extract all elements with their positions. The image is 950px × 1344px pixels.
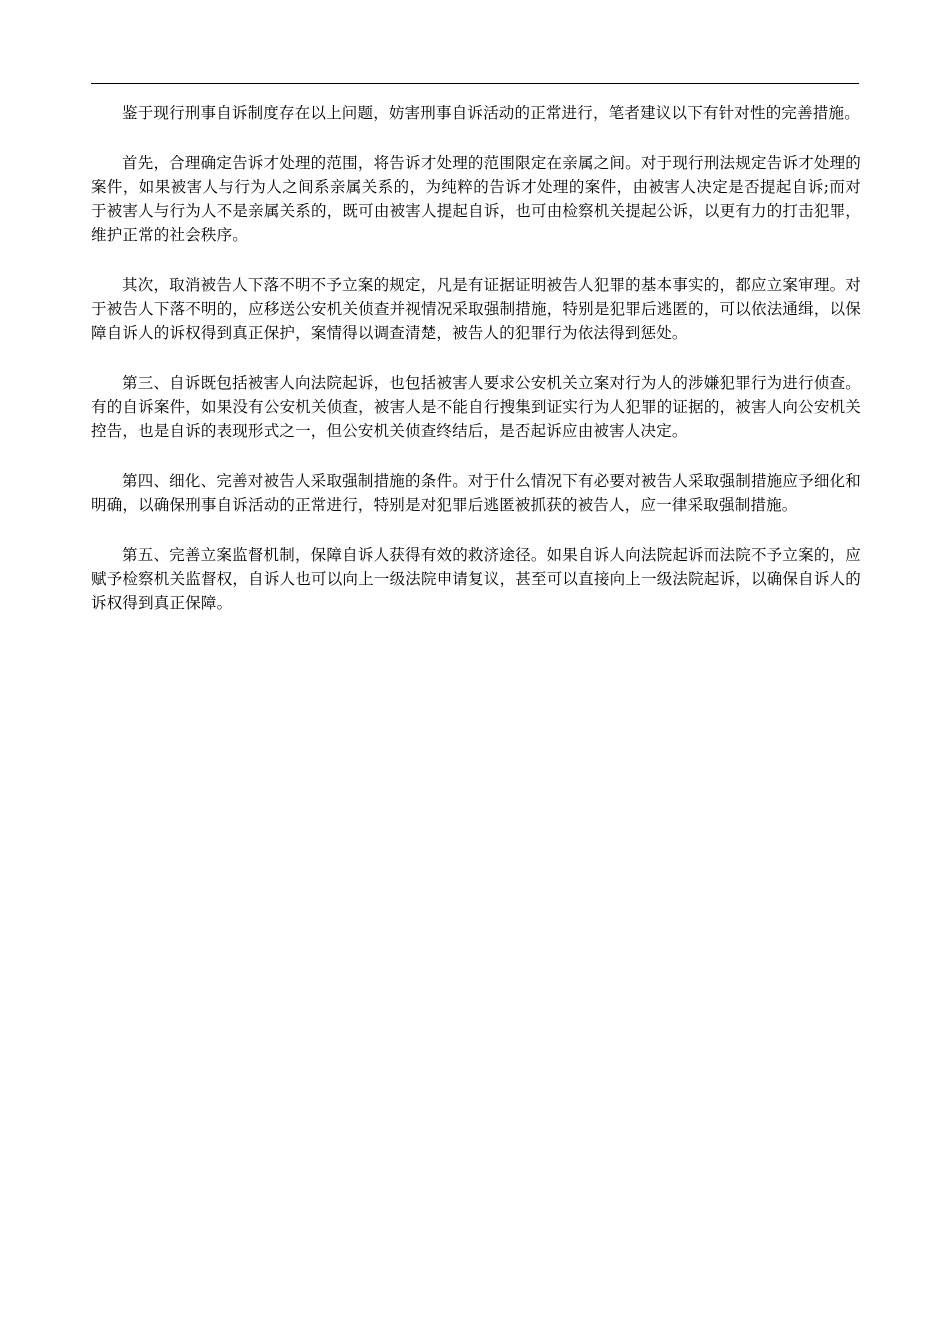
document-body bbox=[91, 101, 861, 641]
paragraph-second: 其次，取消被告人下落不明不予立案的规定，凡是有证据证明被告人犯罪的基本事实的，都应立案审理。对于被告人下落不明的，应移送公安机关侦查并视情况采取强制措施，特别是犯罪后逃匿的，可以依法通缉，以保障自诉人的诉权得到真正保护，案情得以调查清楚，被告人的犯罪行为依法得到惩处。 bbox=[91, 276, 861, 342]
paragraph-third: 第三、自诉既包括被害人向法院起诉，也包括被害人要求公安机关立案对行为人的涉嫌犯罪行为进行侦查。有的自诉案件，如果没有公安机关侦查，被害人是不能自行搜集到证实行为人犯罪的证据的，被害人向公安机关控告，也是自诉的表现形式之一，但公安机关侦查终结后，是否起诉应由被害人决定。 bbox=[91, 374, 861, 440]
paragraph-fourth: 第四、细化、完善对被告人采取强制措施的条件。对于什么情况下有必要对被告人采取强制措施应予细化和明确，以确保刑事自诉活动的正常进行，特别是对犯罪后逃匿被抓获的被告人，应一律采取强制措施。 bbox=[91, 472, 861, 514]
header-rule bbox=[91, 83, 859, 84]
paragraph-intro: 鉴于现行刑事自诉制度存在以上问题，妨害刑事自诉活动的正常进行，笔者建议以下有针对性的完善措施。 bbox=[122, 104, 860, 122]
paragraph-first: 首先，合理确定告诉才处理的范围，将告诉才处理的范围限定在亲属之间。对于现行刑法规定告诉才处理的案件，如果被害人与行为人之间系亲属关系的，为纯粹的告诉才处理的案件，由被害人决定是否提起自诉;而对于被害人与行为人不是亲属关系的，既可由被害人提起自诉，也可由检察机关提起公诉，以更有力的打击犯罪，维护正常的社会秩序。 bbox=[91, 154, 861, 244]
paragraph-fifth: 第五、完善立案监督机制，保障自诉人获得有效的救济途径。如果自诉人向法院起诉而法院不予立案的，应赋予检察机关监督权，自诉人也可以向上一级法院申请复议，甚至可以直接向上一级法院起诉，以确保自诉人的诉权得到真正保障。 bbox=[91, 546, 861, 612]
